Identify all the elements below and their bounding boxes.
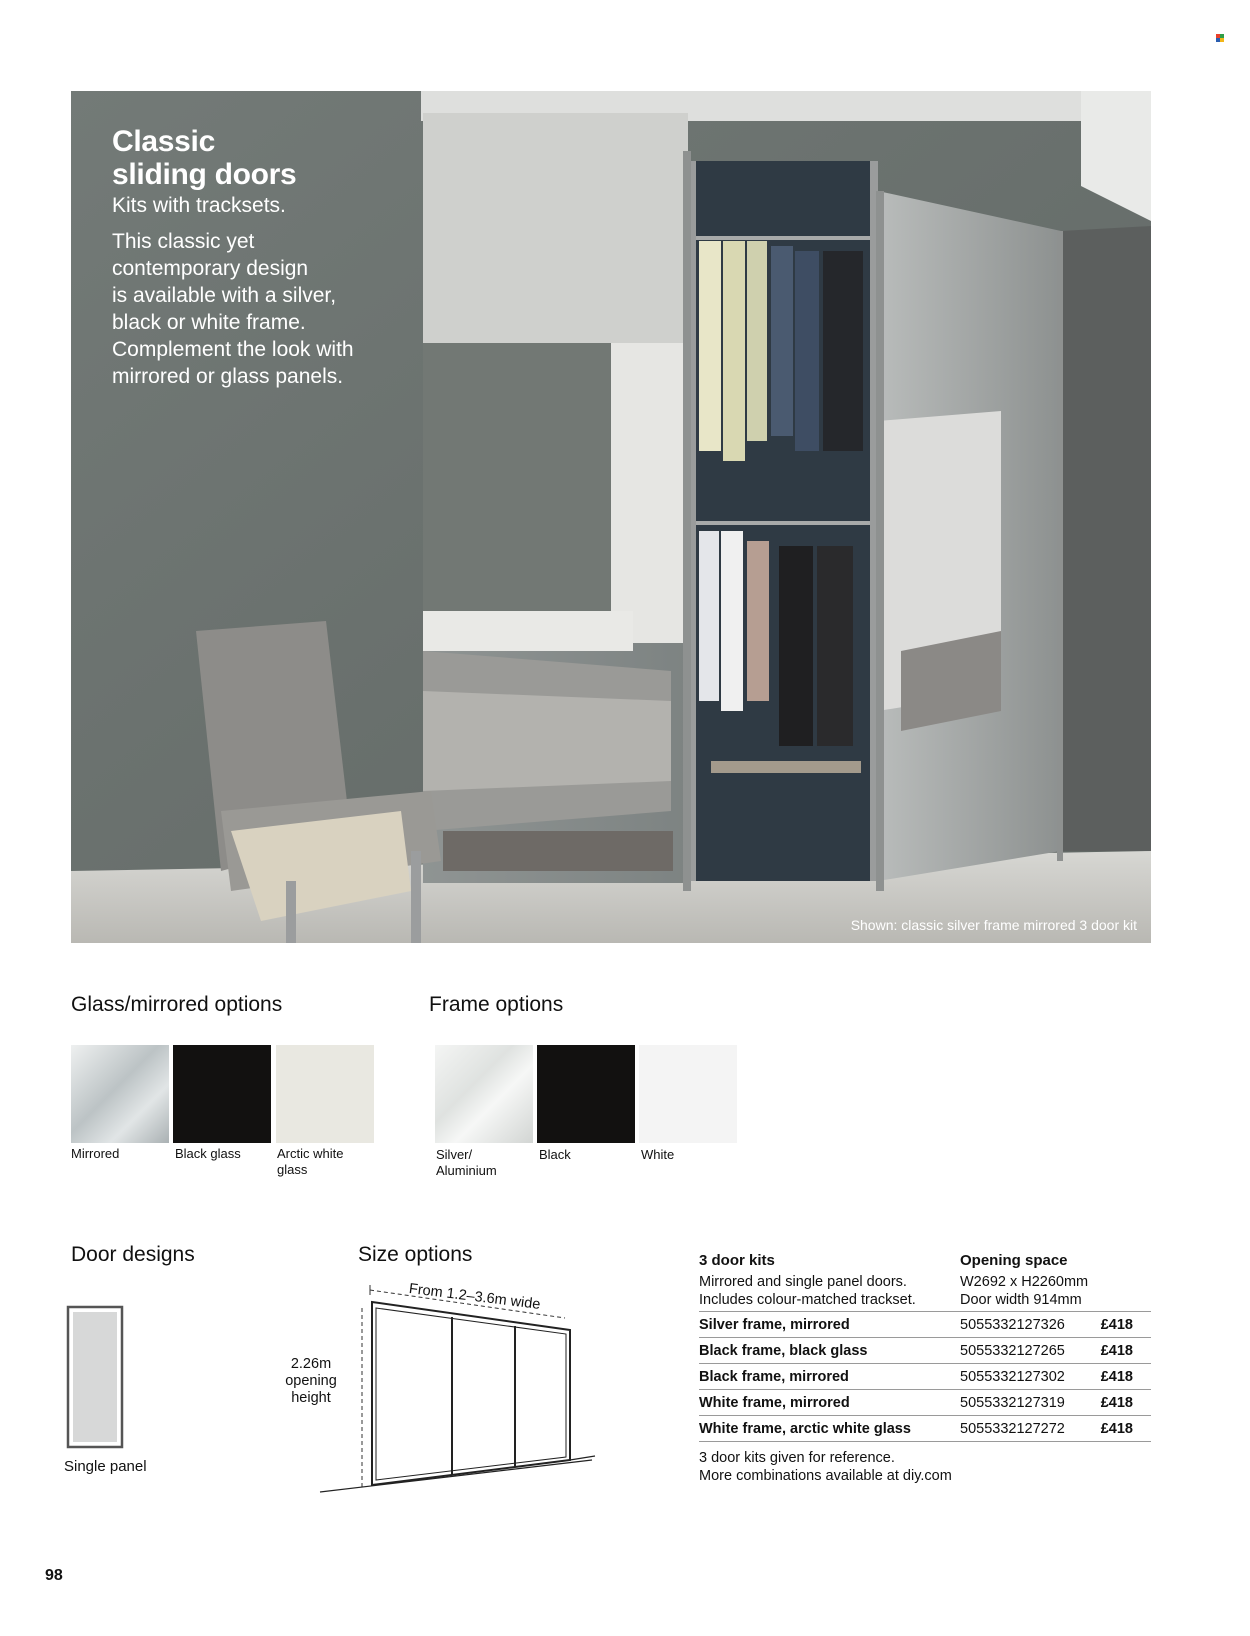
hero-description-line: mirrored or glass panels. bbox=[112, 365, 344, 388]
black-glass-swatch[interactable] bbox=[173, 1045, 271, 1143]
hero-description-line: is available with a silver, bbox=[112, 284, 337, 307]
product-code: 5055332127272 bbox=[960, 1421, 1065, 1437]
hero-copy bbox=[112, 125, 412, 390]
hero-subtitle: Kits with tracksets. bbox=[112, 194, 286, 217]
single-panel-label: Single panel bbox=[64, 1458, 147, 1475]
hero-title-line: sliding doors bbox=[112, 158, 297, 191]
glass-options-title: Glass/mirrored options bbox=[71, 993, 283, 1016]
mirrored-swatch[interactable] bbox=[71, 1045, 169, 1143]
kits-description-line: Includes colour-matched trackset. bbox=[699, 1292, 916, 1308]
table-row[interactable] bbox=[699, 1364, 1151, 1390]
hero-image bbox=[71, 91, 1151, 943]
arctic-white-glass-swatch[interactable] bbox=[276, 1045, 374, 1143]
product-name: Black frame, black glass bbox=[699, 1343, 868, 1359]
white-frame-label: White bbox=[641, 1147, 675, 1162]
opening-height-line: height bbox=[291, 1390, 331, 1406]
hero-description-line: contemporary design bbox=[112, 257, 309, 280]
product-name: White frame, mirrored bbox=[699, 1395, 850, 1411]
silver-aluminium-label-line: Silver/ bbox=[436, 1147, 473, 1162]
opening-space-line: Door width 914mm bbox=[960, 1292, 1082, 1308]
product-code: 5055332127319 bbox=[960, 1395, 1065, 1411]
opening-space-line: W2692 x H2260mm bbox=[960, 1274, 1089, 1290]
product-name: White frame, arctic white glass bbox=[699, 1421, 911, 1437]
silver-aluminium-label bbox=[436, 1147, 536, 1179]
product-code: 5055332127302 bbox=[960, 1369, 1065, 1385]
white-frame-swatch[interactable] bbox=[639, 1045, 737, 1143]
brand-logo-icon bbox=[1216, 34, 1224, 42]
opening-space-values bbox=[960, 1273, 1150, 1309]
hero-description-line: Complement the look with bbox=[112, 338, 354, 361]
product-price: £418 bbox=[1100, 1421, 1133, 1437]
silver-frame-swatch[interactable] bbox=[435, 1045, 533, 1143]
product-name: Silver frame, mirrored bbox=[699, 1317, 850, 1333]
hero-description bbox=[112, 228, 412, 390]
width-range-label: From 1.2–3.6m wide bbox=[408, 1281, 542, 1313]
hero-description-line: This classic yet bbox=[112, 230, 255, 253]
kits-heading: 3 door kits bbox=[699, 1252, 775, 1269]
size-options-title: Size options bbox=[358, 1243, 473, 1266]
kits-note-link[interactable]: More combinations available at diy.com bbox=[699, 1468, 952, 1484]
black-frame-label: Black bbox=[539, 1147, 571, 1162]
product-price: £418 bbox=[1100, 1395, 1133, 1411]
kits-description bbox=[699, 1273, 959, 1309]
brand-logo-square bbox=[1220, 38, 1224, 42]
table-row[interactable] bbox=[699, 1416, 1151, 1442]
single-panel-door-icon[interactable] bbox=[66, 1305, 126, 1451]
black-glass-label: Black glass bbox=[175, 1146, 241, 1161]
hero-title-line: Classic bbox=[112, 125, 215, 158]
hero-caption: Shown: classic silver frame mirrored 3 door kit bbox=[850, 917, 1137, 933]
product-code: 5055332127326 bbox=[960, 1317, 1065, 1333]
page-number: 98 bbox=[45, 1567, 63, 1584]
product-code: 5055332127265 bbox=[960, 1343, 1065, 1359]
opening-space-heading: Opening space bbox=[960, 1252, 1068, 1269]
product-name: Black frame, mirrored bbox=[699, 1369, 849, 1385]
opening-height-label bbox=[276, 1356, 346, 1407]
table-row[interactable] bbox=[699, 1390, 1151, 1416]
opening-height-line: 2.26m bbox=[290, 1356, 332, 1372]
table-row[interactable] bbox=[699, 1338, 1151, 1364]
arctic-white-glass-label: Arctic white glass bbox=[277, 1146, 344, 1177]
table-row[interactable] bbox=[699, 1312, 1151, 1338]
product-price: £418 bbox=[1100, 1343, 1133, 1359]
silver-aluminium-label-line: Aluminium bbox=[436, 1163, 497, 1178]
hero-description-line: black or white frame. bbox=[112, 311, 306, 334]
product-price: £418 bbox=[1100, 1369, 1133, 1385]
frame-options-title: Frame options bbox=[429, 993, 564, 1016]
black-frame-swatch[interactable] bbox=[537, 1045, 635, 1143]
product-price: £418 bbox=[1100, 1317, 1133, 1333]
kits-description-line: Mirrored and single panel doors. bbox=[699, 1274, 907, 1290]
door-designs-title: Door designs bbox=[71, 1243, 195, 1266]
mirrored-label: Mirrored bbox=[71, 1146, 120, 1161]
hero-title bbox=[112, 125, 412, 191]
size-diagram bbox=[310, 1270, 610, 1495]
opening-height-line: opening bbox=[285, 1373, 337, 1389]
kits-note: 3 door kits given for reference. bbox=[699, 1450, 895, 1466]
